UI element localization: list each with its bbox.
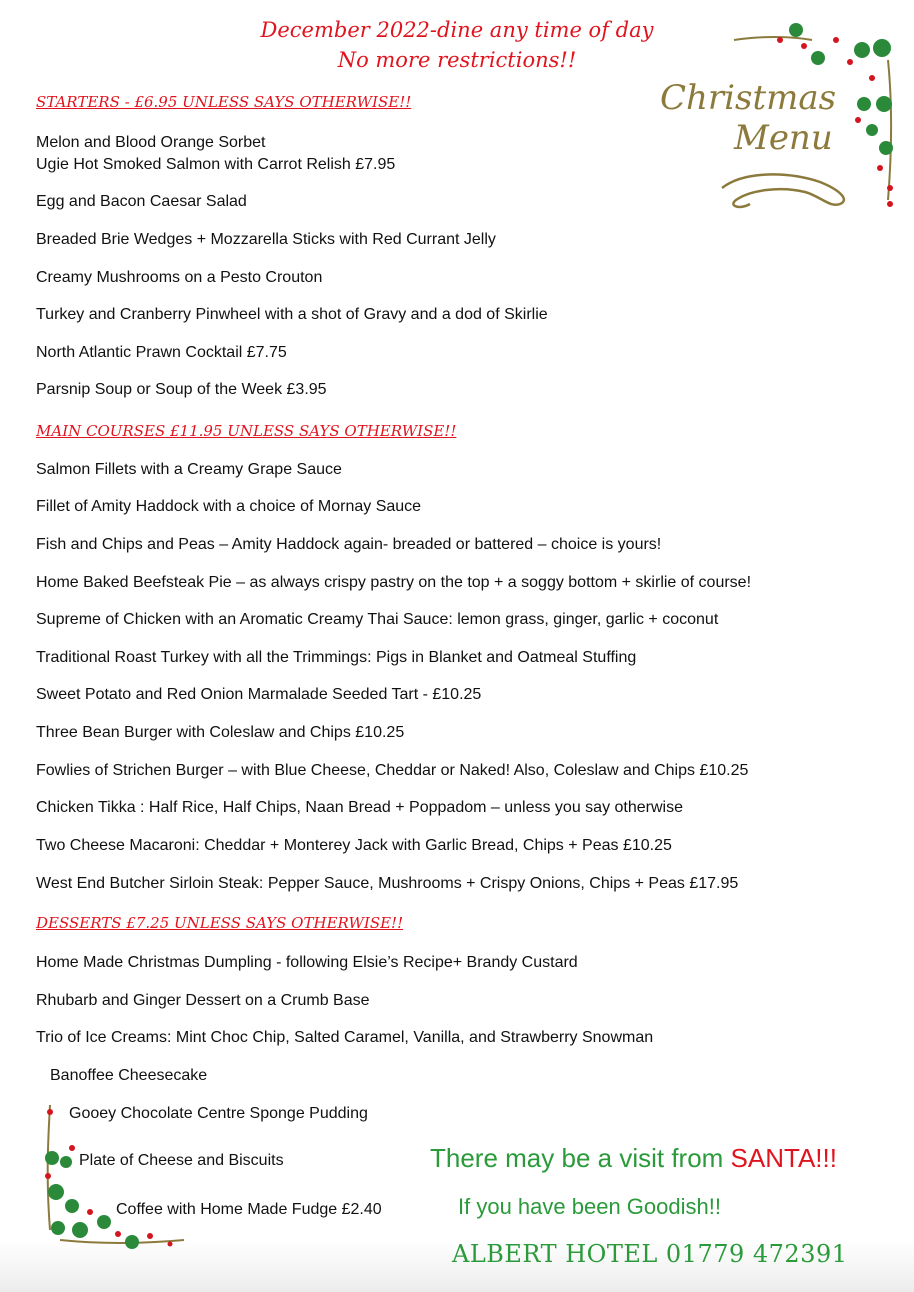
starter-item: Parsnip Soup or Soup of the Week £3.95 [36,381,327,398]
starter-item: Breaded Brie Wedges + Mozzarella Sticks with Red Currant Jelly [36,231,496,248]
dessert-item: Gooey Chocolate Centre Sponge Pudding [69,1105,368,1122]
main-item: Supreme of Chicken with an Aromatic Creamy Thai Sauce: lemon grass, ginger, garlic + coconut [36,611,719,628]
logo-christmas-word: Christmas [660,78,837,118]
main-item: Traditional Roast Turkey with all the Trimmings: Pigs in Blanket and Oatmeal Stuffing [36,649,637,666]
main-item: Fish and Chips and Peas – Amity Haddock again- breaded or battered – choice is yours! [36,536,662,553]
starter-item: Ugie Hot Smoked Salmon with Carrot Relish £7.95 [36,156,396,173]
starter-item: North Atlantic Prawn Cocktail £7.75 [36,344,287,361]
header-restrictions-line: No more restrictions!! [337,48,577,72]
dessert-item: Trio of Ice Creams: Mint Choc Chip, Salted Caramel, Vanilla, and Strawberry Snowman [36,1029,654,1046]
main-item: Two Cheese Macaroni: Cheddar + Monterey Jack with Garlic Bread, Chips + Peas £10.25 [36,837,672,854]
starter-item: Melon and Blood Orange Sorbet [36,134,266,151]
dessert-item: Rhubarb and Ginger Dessert on a Crumb Base [36,992,370,1009]
starters-heading: STARTERS - £6.95 UNLESS SAYS OTHERWISE!! [36,93,412,111]
dessert-item: Plate of Cheese and Biscuits [79,1152,284,1169]
main-item: Three Bean Burger with Coleslaw and Chips £10.25 [36,724,405,741]
main-item: Fillet of Amity Haddock with a choice of Mornay Sauce [36,498,422,515]
logo-menu-word: Menu [734,118,833,158]
starter-item: Creamy Mushrooms on a Pesto Crouton [36,269,323,286]
main-item: Sweet Potato and Red Onion Marmalade Seeded Tart - £10.25 [36,686,482,703]
main-item: Home Baked Beefsteak Pie – as always crispy pastry on the top + a soggy bottom + skirlie of course! [36,574,752,591]
main-item: Fowlies of Strichen Burger – with Blue Cheese, Cheddar or Naked! Also, Coleslaw and Chips £10.25 [36,762,749,779]
dessert-item: Banoffee Cheesecake [50,1067,208,1084]
desserts-heading: DESSERTS £7.25 UNLESS SAYS OTHERWISE!! [36,914,404,932]
main-item: Chicken Tikka : Half Rice, Half Chips, Naan Bread + Poppadom – unless you say otherwise [36,799,683,816]
main-item: Salmon Fillets with a Creamy Grape Sauce [36,461,342,478]
dessert-item: Coffee with Home Made Fudge £2.40 [116,1201,382,1218]
santa-note-prefix: There may be a visit from [430,1143,731,1173]
main-item: West End Butcher Sirloin Steak: Pepper Sauce, Mushrooms + Crispy Onions, Chips + Peas £17.95 [36,875,739,892]
goodish-note: If you have been Goodish!! [458,1194,721,1219]
mains-heading: MAIN COURSES £11.95 UNLESS SAYS OTHERWISE!! [36,422,457,440]
starter-item: Egg and Bacon Caesar Salad [36,193,247,210]
santa-visit-note [430,1143,837,1174]
santa-word: SANTA!!! [730,1143,837,1173]
dessert-item: Home Made Christmas Dumpling - following Elsie’s Recipe+ Brandy Custard [36,954,578,971]
header-date-line: December 2022-dine any time of day [260,18,654,42]
starter-item: Turkey and Cranberry Pinwheel with a shot of Gravy and a dod of Skirlie [36,306,548,323]
hotel-contact: ALBERT HOTEL 01779 472391 [452,1240,848,1268]
